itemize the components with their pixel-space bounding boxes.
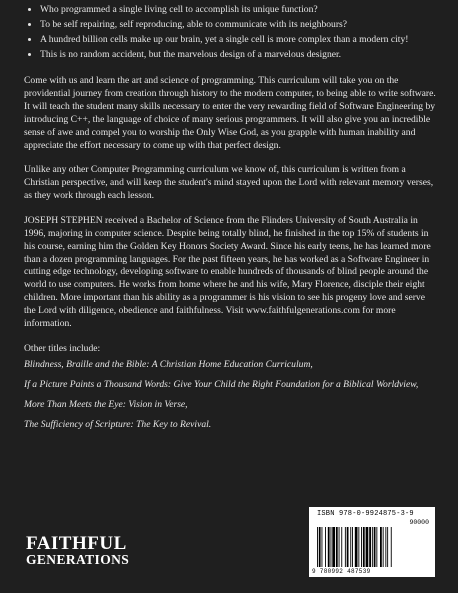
cover-text — [24, 4, 437, 439]
list-item: • This is no random accident, but the marvelous design of a marvelous designer. — [40, 49, 437, 62]
price-code: 90000 — [409, 519, 429, 526]
isbn-barcode — [309, 507, 435, 577]
list-item: More Than Meets the Eye: Vision in Verse, — [24, 399, 188, 411]
list-item: Blindness, Braille and the Bible: A Christian Home Education Curriculum, — [24, 359, 313, 371]
intro-paragraph: Come with us and learn the art and science of programming. This curriculum will take you on the providential journey from creation through history to the modern computer, to being able to write software. It will teach the student many skills necessary to enter the very rewarding field of Software Engineering by introducing C++, the language of choice of many serious programmers. It will also give you an incredible sense of awe and compel you to worship the Only Wise God, as you grapple with human inability and appreciate the effort necessary to come up with that perfect design. — [24, 75, 436, 151]
author-bio: JOSEPH STEPHEN received a Bachelor of Science from the Flinders University of South Australia in 1996, majoring in computer science. Despite being totally blind, he finished in the top 15% of students in his course, earning him the Golden Key Honors Society Award. Since his early teens, he has learned more than a dozen programming languages. For the past fifteen years, he has worked as a Software Engineer in cutting edge technology, developing software to enable hundreds of thousands of blind people around the world to use computers. He works from home where he and his wife, Mary Florence, disciple their eight children. More important than his ability as a programmer is his vision to see his progeny love and serve the Lord with diligence, obedience and faithfulness. Visit www.faithfulgenerations.com for more information. — [24, 214, 431, 329]
publisher-logo — [26, 534, 129, 567]
perspective-paragraph: Unlike any other Computer Programming curriculum we know of, this curriculum is written from a Christian perspective, and will keep the student's mind stayed upon the Lord with relevant memory verses, as they work through each lesson. — [24, 164, 434, 202]
logo-line-2: GENERATIONS — [26, 552, 130, 567]
logo-line-1: FAITHFUL — [26, 533, 127, 554]
other-titles-list — [24, 359, 437, 431]
list-item: The Sufficiency of Scripture: The Key to Revival. — [24, 418, 212, 430]
list-item: • Who programmed a single living cell to accomplish its unique function? — [40, 4, 437, 17]
list-item: • To be self repairing, self reproducing, able to communicate with its neighbours? — [40, 19, 437, 32]
question-list — [24, 4, 437, 61]
barcode-bars — [317, 527, 427, 567]
barcode-number: 9 780992 487539 — [312, 568, 371, 575]
isbn-number: ISBN 978-0-9924875-3-9 — [317, 510, 414, 518]
list-item: • A hundred billion cells make up our brain, yet a single cell is more complex than a modern city! — [40, 34, 437, 47]
list-item: If a Picture Paints a Thousand Words: Give Your Child the Right Foundation for a Biblical Worldview, — [24, 379, 419, 391]
other-titles-label: Other titles include: — [24, 342, 101, 354]
